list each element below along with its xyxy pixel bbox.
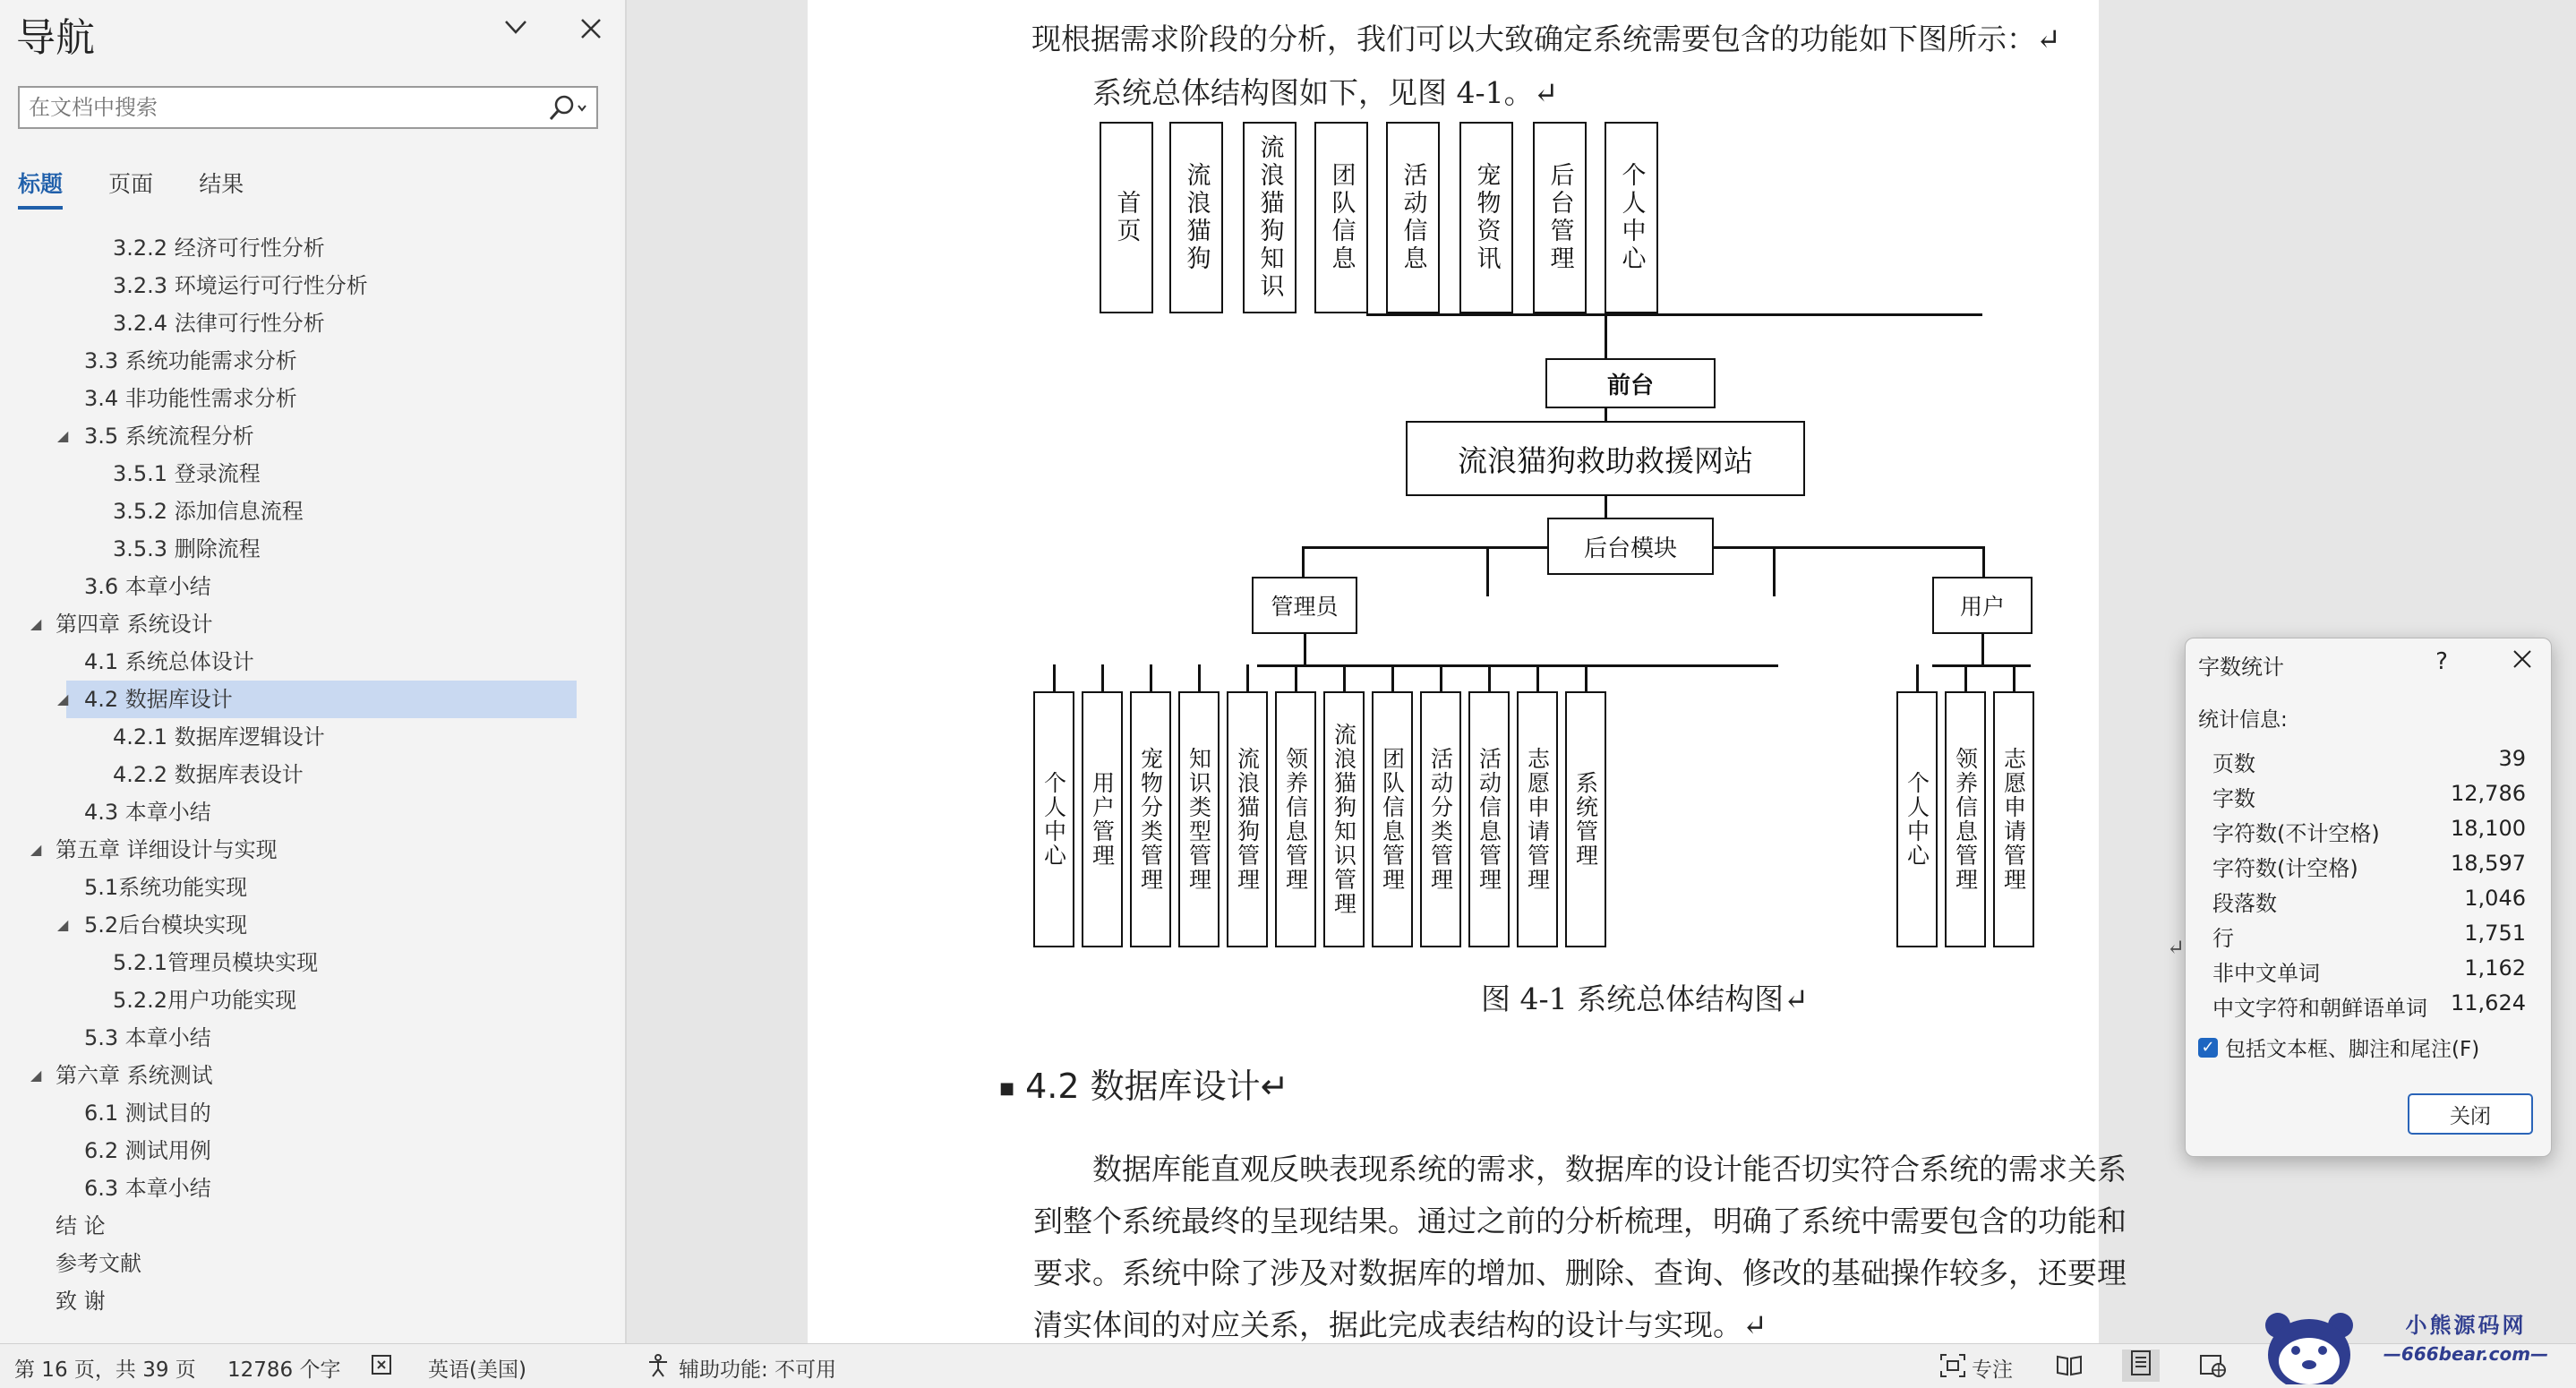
stats-value: 18,597 [2451,851,2526,876]
heading-tree-item[interactable] [0,1094,591,1132]
heading-tree-label: 5.2后台模块实现 [84,912,248,938]
stats-value: 39 [2498,746,2526,771]
watermark-title: 小熊源码网 [2405,1313,2527,1338]
admin-module-box: 活动分类管理 [1420,691,1461,947]
heading-tree-label: 5.2.1管理员模块实现 [113,950,319,975]
connector-line [1536,664,1539,691]
stats-label: 页数 [2212,751,2255,776]
front-node: 前台 [1545,358,1716,408]
stats-section-label: 统计信息: [2198,708,2288,732]
tab-pages[interactable]: 页面 [108,171,154,197]
connector-line [1605,408,1607,421]
body-text-line: 要求。系统中除了涉及对数据库的增加、删除、查询、修改的基础操作较多，还要理 [1033,1255,2127,1290]
heading-tree-label: 第六章 系统测试 [56,1063,213,1088]
connector-line [1488,664,1491,691]
front-module-box: 流浪猫狗知识 [1243,122,1297,313]
accessibility-icon[interactable] [646,1353,673,1384]
heading-tree-label: 4.2.2 数据库表设计 [113,762,304,787]
stats-row [2212,921,2526,955]
heading-tree-label: 6.3 本章小结 [84,1176,211,1201]
admin-module-box: 知识类型管理 [1178,691,1220,947]
admin-module-box: 志愿申请管理 [1517,691,1558,947]
heading-tree-item[interactable] [0,417,591,455]
help-icon[interactable]: ? [2435,648,2448,675]
collapse-triangle-icon[interactable]: ◢ [57,916,69,933]
print-layout-icon[interactable] [2122,1349,2160,1382]
collapse-triangle-icon[interactable]: ◢ [57,690,69,707]
user-module-box: 领养信息管理 [1945,691,1986,947]
connector-line [1714,546,1775,549]
body-text-line: 到整个系统最终的呈现结果。通过之前的分析梳理，明确了系统中需要包含的功能和 [1033,1204,2127,1238]
nav-options-chevron-icon[interactable] [498,13,534,48]
front-module-box: 流浪猫狗 [1169,122,1223,313]
heading-tree-item[interactable] [0,643,591,681]
accessibility-status[interactable]: 辅助功能: 不可用 [679,1358,837,1382]
search-icon[interactable] [544,93,589,124]
include-textboxes-checkbox[interactable] [2198,1032,2479,1062]
body-text-line: 现根据需求阶段的分析，我们可以大致确定系统需要包含的功能如下图所示：↵ [1031,21,2061,56]
admin-module-box: 团队信息管理 [1372,691,1413,947]
connector-line [1053,664,1056,691]
close-button[interactable]: 关闭 [2408,1093,2533,1135]
admin-module-box: 领养信息管理 [1275,691,1316,947]
heading-tree-label: 3.2.3 环境运行可行性分析 [113,273,368,298]
dialog-title: 字数统计 [2198,655,2284,680]
heading-tree-item[interactable] [0,1207,591,1245]
nav-close-icon[interactable] [573,13,609,48]
heading-tree-label: 4.3 本章小结 [84,800,211,825]
heading-tree-label: 6.2 测试用例 [84,1138,211,1163]
document-page [808,0,2186,1343]
connector-line [1257,664,1778,667]
stats-row [2212,886,2526,920]
web-layout-icon[interactable] [2199,1353,2228,1384]
return-mark: ↵ [2167,935,2186,960]
body-text-line: 系统总体结构图如下，见图 4-1。↵ [1092,75,1559,110]
checkbox-label: 包括文本框、脚注和尾注(F) [2225,1038,2480,1061]
user-module-box: 个人中心 [1896,691,1938,947]
stats-row [2212,781,2526,815]
word-count-dialog [2185,638,2552,1157]
word-count-indicator[interactable]: 12786 个字 [227,1358,341,1382]
heading-tree-label: 第五章 详细设计与实现 [56,837,278,862]
connector-line [1585,664,1588,691]
watermark-url: —666bear.com— [2383,1343,2549,1365]
heading-tree-item[interactable] [0,304,591,342]
connector-line [1366,313,1982,316]
user-node: 用户 [1932,577,2033,634]
heading-tree-item[interactable] [0,756,591,793]
heading-tree-label: 3.5 系统流程分析 [84,424,254,449]
heading-tree-item[interactable] [0,793,591,831]
admin-module-box: 系统管理 [1565,691,1606,947]
stats-value: 12,786 [2451,781,2526,806]
bear-mascot-icon [2260,1306,2358,1384]
heading-tree-label: 第四章 系统设计 [56,612,213,637]
heading-tree-label: 4.1 系统总体设计 [84,649,254,674]
collapse-triangle-icon[interactable]: ◢ [57,427,69,444]
admin-node: 管理员 [1252,577,1357,634]
connector-line [1304,634,1306,666]
heading-tree-item[interactable] [0,493,591,530]
heading-tree-item[interactable] [57,681,577,718]
connector-line [1440,664,1442,691]
heading-tree-item[interactable] [0,455,591,493]
connector-line [1101,664,1104,691]
stats-label: 字数 [2212,786,2255,811]
connector-line [1302,546,1305,577]
admin-module-box: 宠物分类管理 [1130,691,1171,947]
nav-search-box[interactable] [18,86,598,129]
connector-line [2013,664,2015,691]
heading-tree-item[interactable] [0,1245,591,1282]
stats-value: 1,162 [2464,955,2526,981]
heading-tree-item[interactable] [0,530,591,568]
stats-value: 1,751 [2464,921,2526,946]
stats-label: 非中文单词 [2212,961,2320,986]
stats-label: 中文字符和朝鲜语单词 [2212,996,2427,1021]
connector-line [1916,664,1919,691]
heading-tree-item[interactable] [0,605,591,643]
heading-tree-label: 3.4 非功能性需求分析 [84,386,297,411]
admin-module-box: 用户管理 [1082,691,1123,947]
admin-module-box: 个人中心 [1033,691,1074,947]
focus-icon[interactable] [1939,1353,1966,1384]
collapse-triangle-icon[interactable]: ◢ [30,841,42,858]
heading-tree-item[interactable] [0,1019,591,1057]
admin-module-box: 流浪猫狗知识管理 [1323,691,1365,947]
root-node: 流浪猫狗救助救援网站 [1406,421,1805,496]
connector-line [1150,664,1152,691]
collapse-triangle-icon[interactable]: ◢ [30,615,42,632]
heading-tree-item[interactable] [0,568,591,605]
heading-tree-label: 5.1系统功能实现 [84,875,248,900]
heading-tree-item[interactable] [0,1057,591,1094]
front-module-box: 团队信息 [1314,122,1368,313]
heading-tree-label: 4.2 数据库设计 [84,687,233,712]
heading-tree-label: 5.3 本章小结 [84,1025,211,1050]
heading-tree-label: 3.5.1 登录流程 [113,461,261,486]
checkbox-checked-icon[interactable]: ✓ [2198,1038,2218,1058]
backend-node: 后台模块 [1547,518,1714,575]
connector-line [1605,313,1607,358]
connector-line [1982,546,1985,577]
body-text-line: 清实体间的对应关系，据此完成表结构的设计与实现。↵ [1033,1307,1767,1342]
dialog-close-icon[interactable] [2504,644,2540,680]
heading-tree-label: 3.2.4 法律可行性分析 [113,311,325,336]
front-module-box: 活动信息 [1386,122,1440,313]
heading-tree-item[interactable] [0,1132,591,1170]
stats-row [2212,816,2526,850]
stats-value: 18,100 [2451,816,2526,841]
stats-label: 字符数(计空格) [2212,856,2358,881]
status-bar [0,1343,2576,1388]
heading-tree-label: 致 谢 [56,1289,106,1314]
connector-line [1964,664,1967,691]
admin-module-box: 活动信息管理 [1468,691,1510,947]
tab-headings[interactable]: 标题 [18,167,63,210]
connector-line [1295,664,1297,691]
page-indicator[interactable]: 第 16 页，共 39 页 [14,1358,196,1382]
proofing-icon[interactable] [371,1353,398,1384]
heading-tree-label: 参考文献 [56,1251,141,1276]
navigation-pane [0,0,627,1343]
connector-line [1486,546,1489,596]
section-heading [999,1058,1288,1108]
heading-tree-label: 3.6 本章小结 [84,574,211,599]
connector-line [1773,546,1984,549]
tab-results[interactable]: 结果 [199,171,244,197]
body-text-line: 数据库能直观反映表现系统的需求，数据库的设计能否切实符合系统的需求关系 [1092,1152,2127,1187]
stats-row [2212,990,2526,1024]
connector-line [1932,664,2031,667]
heading-tree-label: 5.2.2用户功能实现 [113,988,297,1013]
stats-row [2212,746,2526,780]
front-module-box: 首页 [1100,122,1153,313]
heading-tree-item[interactable] [0,1170,591,1207]
connector-line [1391,664,1394,691]
stats-label: 段落数 [2212,891,2277,916]
nav-search-input[interactable] [20,88,539,127]
heading-tree-item[interactable] [0,869,591,906]
front-module-box: 个人中心 [1605,122,1658,313]
user-module-box: 志愿申请管理 [1993,691,2034,947]
stats-value: 11,624 [2451,990,2526,1015]
heading-tree-label: 3.3 系统功能需求分析 [84,348,297,373]
stats-label: 行 [2212,926,2234,951]
connector-line [1981,634,1984,666]
collapse-triangle-icon[interactable]: ◢ [30,1067,42,1084]
heading-tree-item[interactable] [0,906,591,944]
heading-bullet-icon: ■ [999,1079,1015,1098]
read-mode-icon[interactable] [2056,1353,2083,1384]
heading-text: 4.2 数据库设计↵ [1025,1067,1289,1106]
heading-tree-item[interactable] [0,981,591,1019]
connector-line [1605,496,1607,518]
heading-tree-label: 4.2.1 数据库逻辑设计 [113,724,325,750]
heading-tree-label: 3.5.2 添加信息流程 [113,499,304,524]
stats-row [2212,955,2526,990]
admin-module-box: 流浪猫狗管理 [1227,691,1268,947]
heading-tree-item[interactable] [0,229,591,267]
stats-row [2212,851,2526,885]
connector-line [1343,664,1346,691]
nav-tabs [18,167,285,202]
figure-caption: 图 4-1 系统总体结构图↵ [1481,981,1809,1016]
connector-line [1486,546,1547,549]
connector-line [1302,546,1488,549]
heading-tree-item[interactable] [0,267,591,304]
heading-tree-label: 3.5.3 删除流程 [113,536,261,561]
connector-line [1246,664,1249,691]
heading-tree-item[interactable] [0,342,591,380]
nav-title: 导航 [16,15,95,61]
stats-value: 1,046 [2464,886,2526,911]
heading-tree-item[interactable] [0,1282,591,1320]
focus-mode-label[interactable]: 专注 [1972,1358,2013,1382]
heading-tree-item[interactable] [0,718,591,756]
heading-tree-label: 6.1 测试目的 [84,1101,211,1126]
watermark-logo [2260,1306,2564,1384]
heading-tree-item[interactable] [0,380,591,417]
heading-tree-item[interactable] [0,944,591,981]
heading-tree-label: 结 论 [56,1213,106,1238]
language-indicator[interactable]: 英语(美国) [428,1358,526,1382]
front-module-box: 宠物资讯 [1459,122,1513,313]
connector-line [1773,546,1776,596]
heading-tree-item[interactable] [0,831,591,869]
heading-tree-label: 3.2.2 经济可行性分析 [113,236,325,261]
heading-tree [0,229,591,1320]
stats-label: 字符数(不计空格) [2212,821,2380,846]
connector-line [1198,664,1201,691]
front-module-box: 后台管理 [1533,122,1587,313]
